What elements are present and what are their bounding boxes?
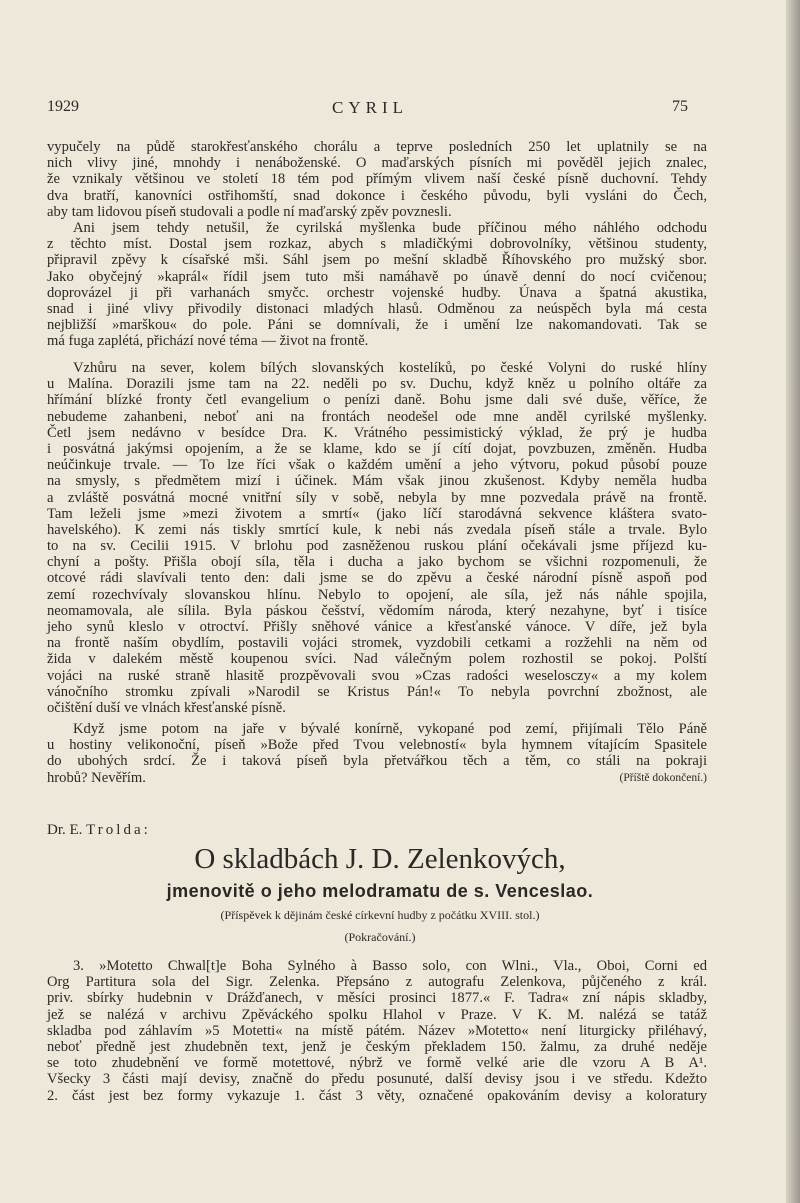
text-line [47,333,707,349]
text-line [47,651,707,667]
text-line-content: 3. »Motetto Chwal[t]e Boha Sylného à Basso solo, con Wlni., Vla., Oboi, Corni ed [73,958,707,974]
text-line [47,269,707,285]
text-line-content: hrobů? Nevěřím. [47,769,146,786]
text-line-content: i posvátná jakýmsi opojením, a že se klame, kdo se jí cítí dojat, povzbuzen, změněn. Hudba [47,440,707,457]
text-line-content: že vznikaly většinou ve století 18 tém pod přímým vlivem naší české písně duchovní. Tehdy [47,171,707,188]
text-line-content: vánočního stromku zpívali »Narodil se Kristus Pán!« To nebyla povrchní zbožnost, ale [47,683,707,700]
text-line [47,376,707,392]
text-line-content: 2. část jest bez formy vykazuje 1. část 3 věty, označené opakováním devisy a koloratury [47,1087,707,1104]
article-note: (Příspěvek k dějinám české církevní hudby z počátku XVIII. stol.) [220,908,540,922]
text-line [47,409,707,425]
text-line [47,700,707,716]
text-line [47,236,707,252]
text-line [47,301,707,317]
text-line-content: připravil zpěvy k císařské mši. Sáhl jsem po mešní skladbě Říhovského pro mužský sbor. [47,252,707,269]
header-journal-title: CYRIL [332,98,408,117]
text-line [47,958,707,974]
text-line [47,974,707,990]
text-line [47,587,707,603]
text-line [47,603,707,619]
text-line [47,668,707,684]
text-block-article [47,958,707,1104]
text-line-content: na smysly, s předmětem mizí i účinek. Mám však jinou zkušenost. Kdyby neměla hudba [47,473,707,490]
text-line-content: neomamovala, ale sílila. Byla páskou češství, vědomím národa, který nezahyne, byť i tisíce [47,602,707,619]
text-line-content: jež se nalézá v archivu Zpěváckého spolku Hlahol v Praze. V K. M. nalézá se tatáž [47,1006,707,1023]
text-line-content: nejbližší »marškou« do pole. Páni se domnívali, že i umění lze nakomandovati. Tak se [47,317,707,334]
text-line-content: vojáci na ruské straně hlasitě prozpěvovali svou »Czas radości weselosczy« a my kolem [47,667,707,684]
text-line [47,457,707,473]
text-block-part2 [47,360,707,716]
text-line-content: neboť předně jest zhudebněn text, jenž je českým překladem 150. žalmu, za druhé neděje [47,1038,707,1055]
text-line-content: Všecky 3 části mají devisy, značně do předu posunuté, další devisy jsou i ve středu. Kdežto [47,1071,707,1088]
text-line-content: Tam leželi jsme »mezi životem a smrtí« (jako líčí starodávná sekvence kláštera svato- [47,505,707,522]
text-line [47,635,707,651]
text-block-part1 [47,139,707,349]
page-edge-shadow [786,0,800,1203]
text-line-content: Org Partitura sola del Sigr. Zelenka. Přepsáno z autografu Zelenkova, půjčeného z král. [47,974,707,991]
text-line-content: Četl jsem nedávno v besídce Dra. K. Vrátného pessimistický výklad, že prý je hudba [47,424,707,441]
text-line [47,441,707,457]
text-line-content: Vzhůru na sever, kolem bílých slovanských kostelíků, po české Volyni do ruské hlíny [73,360,707,376]
text-line-content: chyní a pošty. Přišla obojí síla, těla i ducha a jako bychom se všichni rozpomenuli, že [47,554,707,571]
text-line [47,392,707,408]
text-line-content: do ubohých srdcí. Že i taková píseň byla přetvářkou těch a těm, co stáli na pokraji [47,753,707,770]
article-continuation: (Pokračování.) [344,930,416,944]
text-line-content: priv. sbírky hudebnin v Drážďanech, v měsíci prosinci 1877.« F. Tadra« zní nápis skladby, [47,990,707,1007]
text-line [47,425,707,441]
text-line-content: to na sv. Cecilii 1915. V brlohu pod zasněženou ruskou plání očekávali jsme příjezd ku- [47,538,707,555]
text-line-content: u Malína. Dorazili jsme tam na 22. neděli po sv. Duchu, když kněz u polního oltáře za [47,376,707,393]
text-line [47,1055,707,1071]
text-line [47,360,707,376]
text-line [47,285,707,301]
text-line [47,522,707,538]
text-line-content: vypučely na půdě starokřesťanského chorálu a teprve posledních 250 let uplatnily se na [47,139,707,155]
article-subtitle: jmenovitě o jeho melodramatu de s. Venceslao. [166,881,594,901]
text-line-content: z těchto míst. Dostal jsem rozkaz, abych s mladičkými dobrovolníky, většinou studenty, [47,236,707,253]
text-line [47,1023,707,1039]
text-line-content: nich vlivy jiné, mnohdy i nenáboženské. O maďarských písních mi pověděl jejich znalec, [47,155,707,172]
text-line-content: očištění duší ve vlnách křesťanské písně. [47,699,286,716]
text-line [47,317,707,333]
text-line [47,1007,707,1023]
text-line [47,204,707,220]
text-line [47,252,707,268]
text-line [47,1039,707,1055]
author-name: Trolda: [86,822,151,838]
text-block-part3 [47,721,707,786]
text-line [47,770,707,786]
text-line-content: Jako obyčejný »kaprál« řídil jsem tuto mši namáhavě po únavě denní do nocí cvičenou; [47,268,707,285]
text-line [47,155,707,171]
text-line-content: nebudeme zahanbeni, neboť ani na frontách neodešel ode mne anděl cyrilské myšlenky. [47,408,707,425]
author-prefix: Dr. E. [47,822,83,838]
text-line-content: aby tam lidovou píseň studovali a podle ní maďarský zpěv povznesli. [47,203,452,220]
text-line-content: hřímání blízké fronty četl evangelium o penízi daně. Bohu jsme dali své duše, věříce, že [47,392,707,409]
text-line-content: Ani jsem tehdy netušil, že cyrilská myšlenka bude příčinou mého náhlého odchodu [73,219,707,236]
text-line [47,554,707,570]
text-line [47,188,707,204]
text-line-content: má fuga zaplétá, přichází nové téma — život na frontě. [47,333,369,350]
article-author [47,822,151,839]
text-line-content: havelského). K zemi nás tiskly smrtící kule, k nebi nás zvedala píseň stále a trvale. Bylo [47,521,707,538]
text-line [47,570,707,586]
header-page-number: 75 [672,98,688,115]
to-be-continued-note: (Příště dokončení.) [619,771,707,784]
text-line [47,490,707,506]
text-line [47,684,707,700]
text-line-content: a zvláště posvátná mocné vnitřní síly v sobě, nebyla by mne pozvedala právě na frontě. [47,489,707,506]
text-line [47,171,707,187]
text-line-content: jeho synů kleslo v otroctví. Přišly sněhové vánice a křesťanské vánoce. V díře, jež byla [47,619,707,635]
text-line-content: žida v dalekém městě koupenou svíci. Nad válečným polem rozhostil se pokoj. Polští [47,651,707,668]
text-line-content: skladba pod záhlavím »5 Motetti« na místě pátém. Název »Motetto« není liturgicky přiléhavý, [47,1022,707,1039]
text-line [47,737,707,753]
text-line [47,506,707,522]
article-title: O skladbách J. D. Zelenkových, [194,843,566,875]
text-line-content: otcové rádi slavívali tento den: dali jsme se do zpěvu a české národní písně aspoň pod [47,570,707,587]
text-line [47,1088,707,1104]
text-line [47,619,707,635]
text-line [47,220,707,236]
text-line [47,538,707,554]
text-line-content: u hostiny velikonoční, píseň »Bože před Tvou velebností« byla hymnem vítajícím Spasitele [47,737,707,754]
text-line [47,753,707,769]
text-line [47,1071,707,1087]
text-line-content: doprovázel ji při varhanách smyčc. orchestr vojenské hudby. Únava a špatná akustika, [47,284,707,301]
text-line-content: neúčinkuje trvale. — To lze říci však o každém umění a jeho výtvoru, pokud působí pouze [47,457,707,474]
text-line-content: na frontě naším obydlím, postavili vojáci stromek, vyzdobili cetkami a rozžehli na něm od [47,635,707,652]
text-line-content: snad i jiné vlivy přivodily distonaci mladých hlasů. Odměnou za neúspěch byla má cesta [47,300,707,317]
text-line [47,139,707,155]
text-line-content: Když jsme potom na jaře v bývalé konírně, vykopané pod zemí, přijímali Tělo Páně [73,721,707,737]
header-year: 1929 [47,98,79,115]
text-line [47,473,707,489]
text-line [47,721,707,737]
text-line-content: se toto zhudebnění ve formě motettové, nýbrž ve formě velké arie dle vzoru A B A¹. [47,1055,707,1072]
text-line [47,990,707,1006]
text-line-content: zemí rozechvívaly slovanskou hlínu. Nebylo to opojení, ale síla, jež nás náhle spojila, [47,586,707,603]
text-line-content: dva bratří, kanovníci ostřihomští, snad dokonce i českého původu, byli vysláni do Čech, [47,187,707,204]
